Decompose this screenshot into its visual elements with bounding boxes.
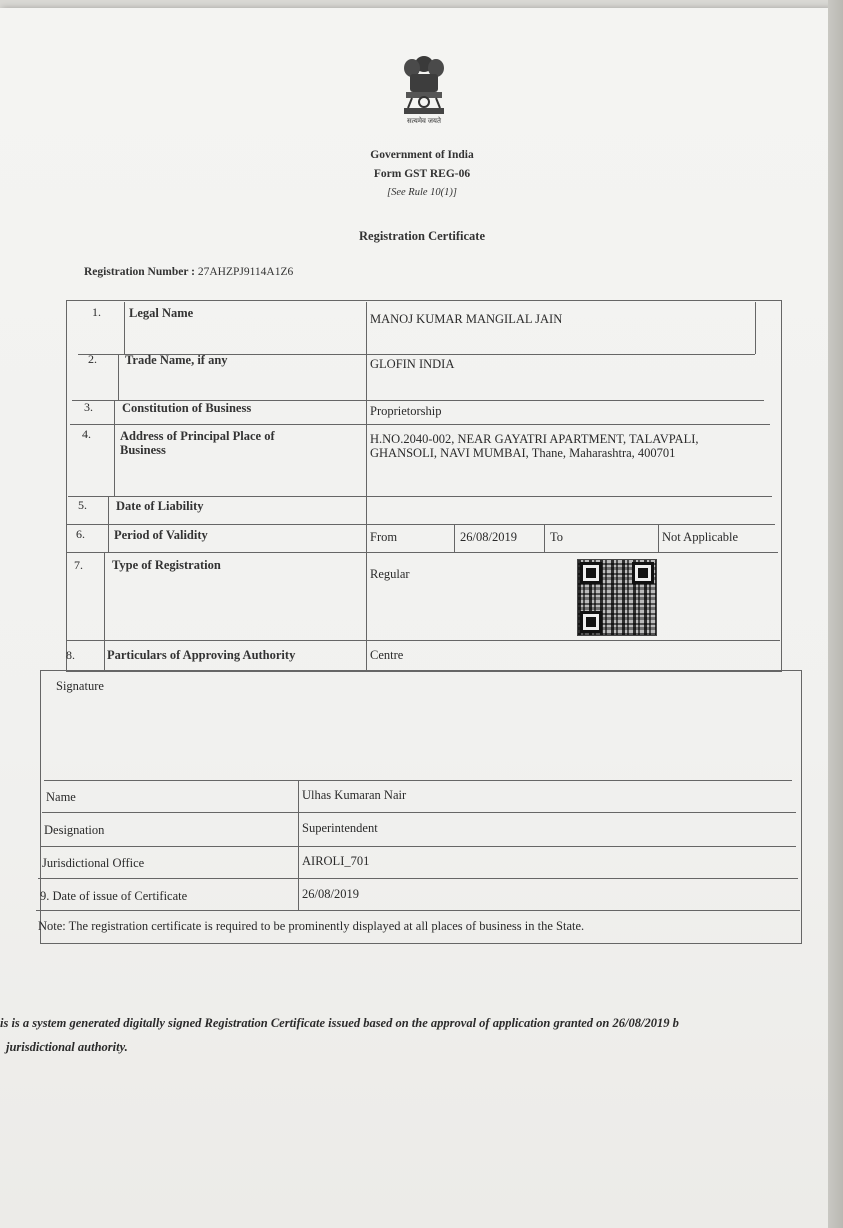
approving-authority-label: Particulars of Approving Authority: [107, 648, 296, 662]
type-of-registration-value: Regular: [370, 567, 410, 581]
trade-name-value: GLOFIN INDIA: [370, 357, 455, 371]
designation-value: Superintendent: [302, 821, 378, 835]
trade-name-label: Trade Name, if any: [125, 353, 228, 367]
footer-line-1: is is a system generated digitally signed Registration Certificate issued based on the approval of application granted on 26/08/2019 b: [0, 1016, 679, 1030]
national-emblem-icon: [392, 52, 456, 118]
footer-line-2: jurisdictional authority.: [6, 1039, 128, 1054]
legal-name-label: Legal Name: [129, 306, 194, 320]
issue-date-value: 26/08/2019: [302, 887, 359, 901]
row-2-number: 2.: [88, 352, 97, 366]
legal-name-value: MANOJ KUMAR MANGILAL JAIN: [370, 312, 563, 326]
display-note: Note: The registration certificate is required to be prominently displayed at all places of business in the State.: [38, 919, 585, 933]
issue-date-label: 9. Date of issue of Certificate: [40, 889, 188, 903]
row-5-number: 5.: [78, 498, 87, 512]
constitution-label: Constitution of Business: [122, 401, 252, 415]
signature-label: Signature: [56, 679, 104, 693]
jurisdictional-office-label: Jurisdictional Office: [42, 856, 145, 870]
validity-from-label: From: [370, 530, 398, 544]
row-4-number: 4.: [82, 427, 91, 441]
registration-number-label: Registration Number :: [84, 266, 195, 278]
row-7-number: 7.: [74, 558, 83, 572]
validity-to-value: Not Applicable: [662, 530, 739, 544]
period-of-validity-label: Period of Validity: [114, 528, 208, 542]
row-3-number: 3.: [84, 400, 93, 414]
government-heading: Government of India: [370, 149, 474, 161]
type-of-registration-label: Type of Registration: [112, 558, 221, 572]
qr-code-icon: [578, 560, 656, 635]
approving-authority-value: Centre: [370, 648, 404, 662]
registration-number-value: 27AHZPJ9114A1Z6: [197, 266, 294, 278]
constitution-value: Proprietorship: [370, 404, 442, 418]
approver-name-label: Name: [46, 790, 76, 804]
row-8-number: 8.: [66, 648, 75, 662]
validity-from-value: 26/08/2019: [460, 530, 517, 544]
certificate-title: Registration Certificate: [359, 229, 485, 243]
emblem-motto: सत्यमेव जयते: [407, 117, 441, 125]
row-6-number: 6.: [76, 527, 85, 541]
digital-signature-footer: [0, 1012, 843, 1060]
rule-reference: [See Rule 10(1)]: [387, 187, 457, 198]
designation-label: Designation: [44, 823, 105, 837]
form-heading: Form GST REG-06: [373, 168, 471, 180]
jurisdictional-office-value: AIROLI_701: [302, 854, 370, 868]
row-1-number: 1.: [92, 305, 101, 319]
address-label: Address of Principal Place of Business: [120, 429, 275, 457]
approver-name-value: Ulhas Kumaran Nair: [302, 788, 407, 802]
validity-to-label: To: [550, 530, 564, 544]
registration-number: [84, 266, 293, 278]
date-of-liability-label: Date of Liability: [116, 499, 204, 513]
address-value: H.NO.2040-002, NEAR GAYATRI APARTMENT, TALAVPALI, GHANSOLI, NAVI MUMBAI, Thane, Maharashtra, 400701: [370, 432, 699, 460]
